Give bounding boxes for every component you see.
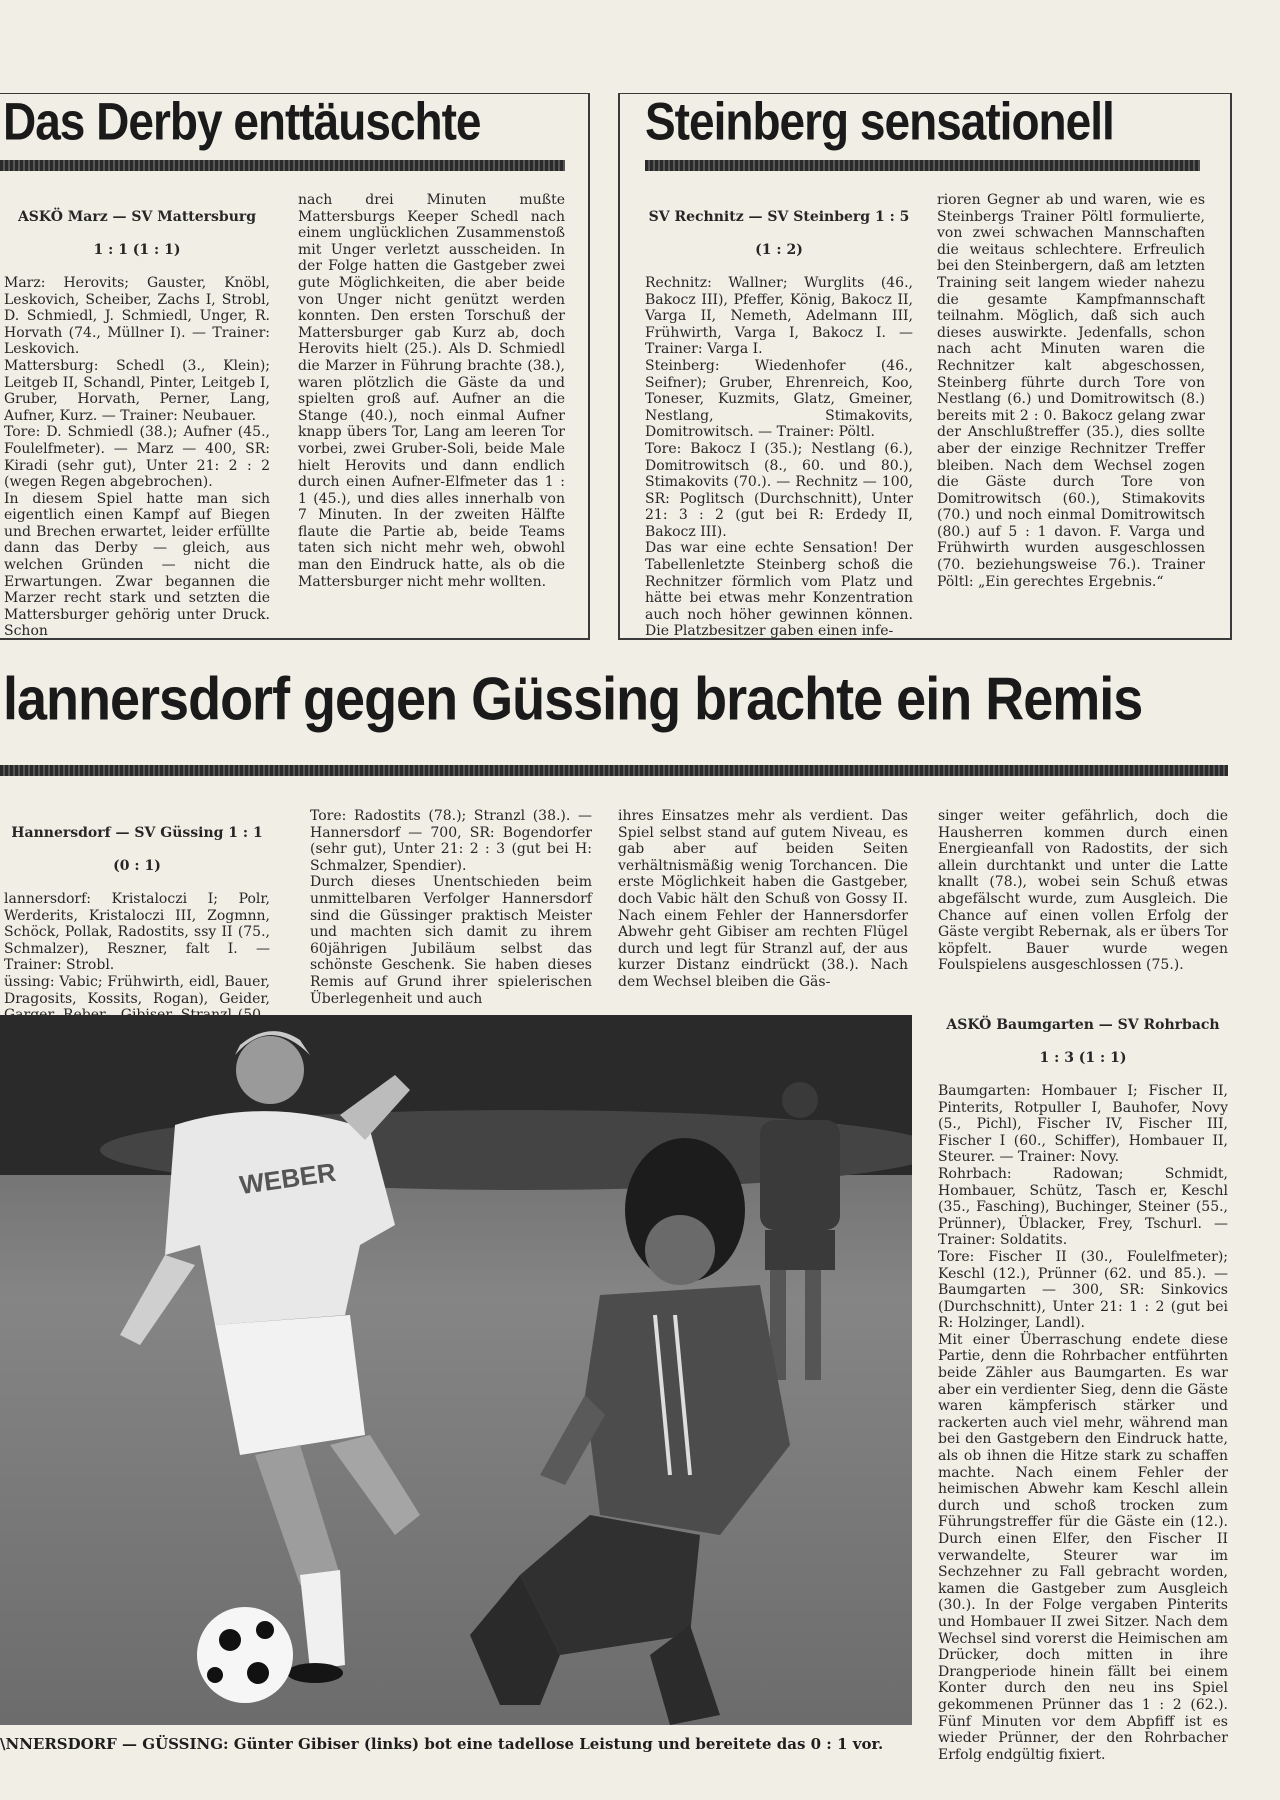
match-heading-rechnitz: SV Rechnitz — SV Steinberg 1 : 5 [648, 208, 910, 225]
match-heading-baumgarten: ASKÖ Baumgarten — SV Rohrbach [946, 1016, 1220, 1033]
headline-rule-1 [0, 160, 565, 171]
shirt-text: WEBER [237, 1156, 338, 1201]
headline-rule-3 [0, 765, 1228, 776]
article-3-text-1: lannersdorf: Kristaloczi I; Polr, Werderits, Kristaloczi III, Zogmnn, Schöck, Pollak, Radostits, ssy II (75., Schmalzer), Reszner, falt I. — Trainer: Strobl. üssing: Vabic; Frühwirth, eidl, Bauer, Dragosits, Kossits, Rogan), Geider, [4, 890, 270, 1007]
headline-rule-2 [645, 160, 1200, 171]
article-2-column-1 [645, 192, 913, 640]
score-rechnitz: (1 : 2) [755, 241, 803, 258]
right-player [470, 1138, 790, 1725]
article-4-column [938, 1000, 1228, 1763]
score-marz: 1 : 1 (1 : 1) [93, 241, 181, 258]
photo-caption: \NNERSDORF — GÜSSING: Günter Gibiser (links) bot eine tadellose Leistung und bereitete das 0 : 1 vor. [0, 1735, 884, 1753]
article-2-text-1: Rechnitz: Wallner; Wurglits (46., Bakocz III), Pfeffer, König, Bakocz II, Varga II, Nemeth, Adelmann III, Frühwirth, Varga I, Bakocz I. — Trainer: Varga I. Steinberg: Wiedenhofer (46., Seifner); Gruber, Ehrenreich, Koo, Toneser, Kuzmits, Glatz, Gmeiner, Nestlang, Stimakovits, Domitrowitsch. — Trainer: Pöltl. Tore: Bakocz I (35.); Nestlang (6.), Domitrowitsch (8., 60. und 80.), Stimakovits (70.). — Rechnitz — 100, SR: Poglitsch (Durchschnitt), Unter 21: 3 : 2 (gut bei R: Erdedy II, Bakocz III). Das war eine echte Sensation! Der Tabellenletzte Steinberg schoß die Rechnitzer förmlich vom Platz und hätte bei etwas mehr Konzentration auch noch höher gewinnen können. Die Platzbesitzer gaben einen infe- [645, 274, 913, 640]
article-4-text: Baumgarten: Hombauer I; Fischer II, Pinterits, Rotpuller I, Bauhofer, Novy (5., Pichl), Fischer IV, Fischer III, Fischer I (60., Schiffer), Hombauer II, Steurer. — Trainer: Novy. Rohrbach: Radowan; Schmidt, Hombauer, Schütz, Tasch er, Keschl (35., Fasching), Buchinger, Steiner (55., Prünner), Üblacker, Frey, Tschurl. — Trainer: Soldatits. Tore: Fischer II (30., Foulelfmeter); Keschl (12.), Prünner (62. und 85.). — Baumgarten — 300, SR: Sinkovics (Durchschnitt), Unter 21: 1 : 2 (gut bei R: Holzinger, Landl). Mit einer Überraschung endete diese Partie, denn die Rohrbacher entführten beide Zähler aus Baumgarten. Es war aber ein verdienter Sieg, denn die Gäste waren kämpferisch stärker und rackerten auch viel mehr, während man bei den Gastgebern den Eindruck hatte, als ob ihnen die Hitze stark zu schaffen machte. Nach einem Fehler der heimischen Abwehr kam Keschl allein durch und schoß trocken zum Führungstreffer für die Gäste ein (12.). Durch einen Elfer, den Fischer II verwandelte, Steurer war im Sechzehner zu Fall gebracht worden, kamen die Gastgeber zum Ausgleich (30.). In der Folge vergaben Pinterits und Hombauer II zwei Sitzer. Nach dem Wechsel sind vorerst die Heimischen am Drücker, doch mitten in ihre Drangperiode hinein fällt bei einem Konter durch den neu ins Spiel gekommenen Prünner das 1 : 2 (62.). Fünf Minuten vor dem Abpfiff ist es wieder Prünner, der den Rohrbacher Erfolg endgültig fixiert. [938, 1082, 1228, 1763]
score-hannersdorf: (0 : 1) [113, 857, 161, 874]
article-2-column-2: rioren Gegner ab und waren, wie es Steinbergs Trainer Pöltl formulierte, von zwei schwachen Mannschaften die weitaus schlechtere. Erfreulich bei den Steinbergern, daß am letzten Training seit langem wieder nahezu die gesamte Kampfmannschaft teilnahm. Möglich, daß sich auch dieses auswirkte. Jedenfalls, schon nach acht Minuten waren die Rechnitzer kalt abgeschossen, Steinberg führte durch Tore von Nestlang (6.) und Domitrowitsch (8.) bereits mit 2 : 0. Bakocz gelang zwar der Anschlußtreffer (35.), dies sollte aber der einzige Rechnitzer Treffer bleiben. Nach dem Wechsel zogen die Gäste durch Tore von Domitrowitsch (60.), Stimakovits (70.) und noch einmal Domitrowitsch (80.) auf 5 : 1 davon. F. Varga und Frühwirth wurden ausgeschlossen (70. beziehungsweise 76.). Trainer Pöltl: „Ein gerechtes Ergebnis.“ [937, 192, 1205, 590]
article-1-text-1: Marz: Herovits; Gauster, Knöbl, Leskovich, Scheiber, Zachs I, Strobl, D. Schmiedl, J. Schmiedl, Unger, R. Horvath (74., Müllner I). — Trainer: Leskovich. Mattersburg: Schedl (3., Klein); Leitgeb II, Schandl, Pinter, Leitgeb I, Gruber, Horvath, Perner, Lang, Aufner, Kurz. — Trainer: Neubauer. Tore: D. Schmiedl (38.); Aufner (45., Foulelfmeter). — Marz — 400, SR: Kiradi (sehr gut), Unter 21: 2 : 2 (wegen Regen abgebrochen). In diesem Spiel hatte man sich eigentlich einen Kampf auf Biegen und Brechen erwartet, leider erfüllte dann das Derby — gleich, aus welchen Gründen — nicht die Erwartungen. Zwar begannen die Marzer recht stark und setzten die Mattersburger gehörig unter Druck. Schon [4, 274, 270, 640]
article-1-column-1 [4, 192, 270, 640]
background-player [760, 1082, 840, 1380]
match-heading-hannersdorf: Hannersdorf — SV Güssing 1 : 1 [11, 824, 263, 841]
match-photo-illustration [0, 1015, 912, 1725]
score-baumgarten: 1 : 3 (1 : 1) [1039, 1049, 1127, 1066]
article-3-column-1 [4, 808, 270, 1040]
football [197, 1607, 293, 1703]
match-heading-marz: ASKÖ Marz — SV Mattersburg [17, 208, 257, 225]
match-photo [0, 1015, 912, 1725]
article-1-column-2: nach drei Minuten mußte Mattersburgs Keeper Schedl nach einem unglücklichen Zusammenstoß mit Unger verletzt ausscheiden. In der Folge hatten die Gastgeber zwei gute Möglichkeiten, die aber beide von Unger nicht genützt werden konnten. Den ersten Torschuß der Mattersburger gab Kurz ab, doch Herovits hielt (25.). Als D. Schmiedl die Marzer in Führung brachte (38.), waren plötzlich die Gäste da und spielten groß auf. Aufner an die Stange (40.), noch einmal Aufner knapp übers Tor, Lang am leeren Tor vorbei, zwei Gruber-Soli, beide Male hielt Herovits und dann endlich durch einen Aufner-Elfmeter das 1 : 1 (45.), und dies alles innerhalb von 7 Minuten. In der zweiten Hälfte flaute die Partie ab, beide Teams taten sich nicht mehr weh, obwohl man den Eindruck hatte, als ob die Mattersburger nicht mehr wollten. [298, 192, 565, 590]
article-3-column-2: Tore: Radostits (78.); Stranzl (38.). — Hannersdorf — 700, SR: Bogendorfer (sehr gut), Unter 21: 2 : 3 (gut bei H: Schmalzer, Spendier). Durch dieses Unentschieden beim unmittelbaren Verfolger Hannersdorf sind die Güssinger praktisch Meister und machten sich damit zu ihrem 60jährigen Jubiläum selbst das schönste Geschenk. Sie haben dieses Remis auf Grund ihrer spielerischen Überlegenheit und auch [310, 808, 592, 1007]
headline-steinberg: Steinberg sensationell [645, 91, 1114, 151]
article-3-column-4: singer weiter gefährlich, doch die Hausherren kommen durch einen Energieanfall von Radostits, der sich allein durchtankt und unter die Latte knallt (78.), wobei sein Schuß etwas abgefälscht wurde, zum Ausgleich. Die Chance auf einen vollen Erfolg der Gäste vergibt Rebernak, als er übers Tor köpfelt. Bauer wurde wegen Foulspielens ausgeschlossen (75.). [938, 808, 1228, 974]
headline-hannersdorf: lannersdorf gegen Güssing brachte ein Remis [3, 665, 1143, 733]
headline-derby: Das Derby enttäuschte [3, 91, 481, 151]
article-3-column-3: ihres Einsatzes mehr als verdient. Das Spiel selbst stand auf gutem Niveau, es gab aber auf beiden Seiten verhältnismäßig wenig Torchancen. Die erste Möglichkeit haben die Gastgeber, doch Vabic hält den Schuß von Gossy II. Nach einem Fehler der Hannersdorfer Abwehr geht Gibiser am rechten Flügel durch und legt für Stranzl auf, der aus kurzer Distanz eindrückt (38.). Nach dem Wechsel bleiben die Gäs- [618, 808, 908, 990]
